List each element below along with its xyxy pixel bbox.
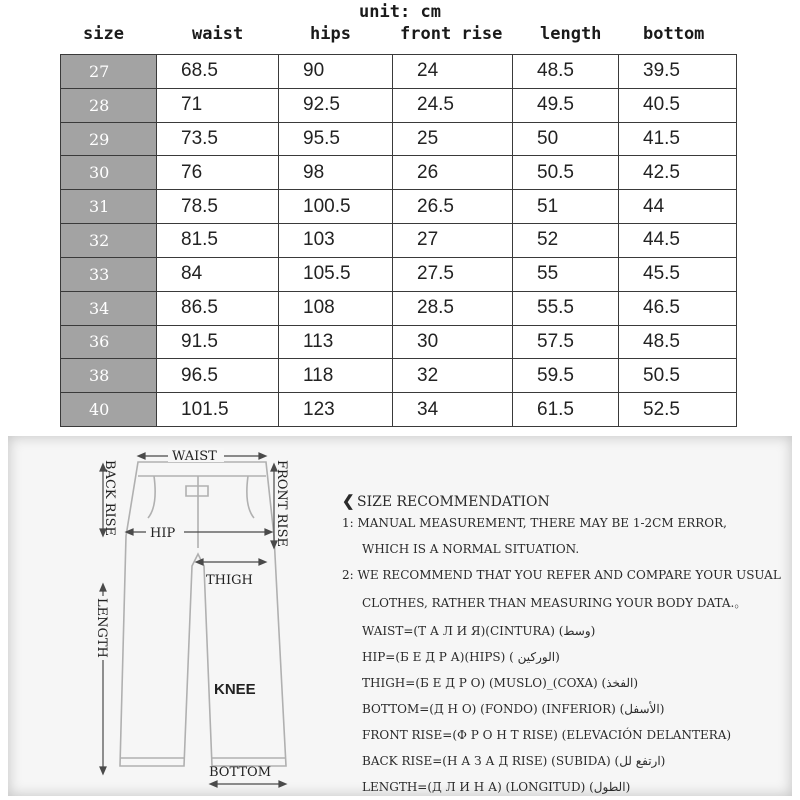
diagram-label-bottom: BOTTOM [209, 765, 272, 780]
measurement-cell: 105.5 [279, 257, 393, 291]
translation-hip: HIP=(Б Е Д Р А)(HIPS) ( الوركين) [362, 650, 560, 664]
recommendation-title [342, 492, 550, 510]
header-front-rise: front rise [400, 24, 503, 44]
size-chart-table [60, 54, 737, 427]
measurement-cell: 30 [393, 325, 513, 359]
recommendation-line: WHICH IS A NORMAL SITUATION. [362, 542, 580, 556]
measurement-cell: 59.5 [513, 359, 619, 393]
measurement-cell: 41.5 [619, 122, 737, 156]
table-row [61, 325, 737, 359]
table-row [61, 156, 737, 190]
measurement-cell: 50 [513, 122, 619, 156]
table-row [61, 122, 737, 156]
table-row [61, 257, 737, 291]
measurement-cell: 101.5 [157, 393, 279, 427]
pants-diagram [8, 436, 338, 796]
size-cell: 28 [61, 88, 157, 122]
recommendation-title-text: SIZE RECOMMENDATION [357, 494, 550, 510]
size-cell: 32 [61, 224, 157, 258]
diagram-label-length: LENGTH [94, 598, 109, 658]
measurement-cell: 103 [279, 224, 393, 258]
size-recommendation-panel [8, 436, 792, 796]
measurement-cell: 118 [279, 359, 393, 393]
size-cell: 40 [61, 393, 157, 427]
header-size: size [83, 24, 124, 44]
measurement-cell: 68.5 [157, 55, 279, 89]
measurement-cell: 71 [157, 88, 279, 122]
measurement-cell: 48.5 [513, 55, 619, 89]
measurement-cell: 48.5 [619, 325, 737, 359]
measurement-cell: 52 [513, 224, 619, 258]
measurement-cell: 24.5 [393, 88, 513, 122]
measurement-cell: 26 [393, 156, 513, 190]
table-row [61, 190, 737, 224]
diagram-label-front-rise: FRONT RISE [274, 460, 289, 547]
table-header [60, 24, 735, 52]
measurement-cell: 52.5 [619, 393, 737, 427]
size-cell: 29 [61, 122, 157, 156]
measurement-cell: 76 [157, 156, 279, 190]
table-row [61, 55, 737, 89]
translation-bottom: BOTTOM=(Д Н О) (FONDO) (INFERIOR) (الأسفل) [362, 702, 665, 716]
measurement-cell: 44.5 [619, 224, 737, 258]
diagram-label-knee: KNEE [214, 681, 256, 698]
measurement-cell: 50.5 [619, 359, 737, 393]
diagram-label-hip: HIP [150, 526, 176, 541]
measurement-cell: 61.5 [513, 393, 619, 427]
measurement-cell: 27 [393, 224, 513, 258]
header-waist: waist [192, 24, 244, 44]
table-row [61, 393, 737, 427]
translation-length: LENGTH=(Д Л И Н А) (LONGITUD) (الطول) [362, 780, 631, 794]
measurement-cell: 34 [393, 393, 513, 427]
measurement-cell: 81.5 [157, 224, 279, 258]
translation-thigh: THIGH=(Б Е Д Р О) (MUSLO)_(COXA) (الفخذ) [362, 676, 639, 690]
measurement-cell: 92.5 [279, 88, 393, 122]
size-cell: 31 [61, 190, 157, 224]
unit-label: unit: cm [359, 2, 441, 22]
size-cell: 30 [61, 156, 157, 190]
measurement-cell: 57.5 [513, 325, 619, 359]
measurement-cell: 39.5 [619, 55, 737, 89]
measurement-cell: 78.5 [157, 190, 279, 224]
measurement-cell: 32 [393, 359, 513, 393]
measurement-cell: 86.5 [157, 291, 279, 325]
measurement-cell: 49.5 [513, 88, 619, 122]
size-cell: 34 [61, 291, 157, 325]
measurement-cell: 24 [393, 55, 513, 89]
measurement-cell: 26.5 [393, 190, 513, 224]
chevron-left-icon: ❮ [342, 492, 355, 510]
measurement-cell: 113 [279, 325, 393, 359]
measurement-cell: 95.5 [279, 122, 393, 156]
measurement-cell: 98 [279, 156, 393, 190]
diagram-label-thigh: THIGH [206, 573, 253, 588]
recommendation-line: 2: WE RECOMMEND THAT YOU REFER AND COMPARE YOUR USUAL [342, 568, 781, 582]
measurement-cell: 100.5 [279, 190, 393, 224]
measurement-cell: 91.5 [157, 325, 279, 359]
size-cell: 38 [61, 359, 157, 393]
size-cell: 27 [61, 55, 157, 89]
table-row [61, 224, 737, 258]
measurement-cell: 51 [513, 190, 619, 224]
measurement-cell: 73.5 [157, 122, 279, 156]
header-bottom: bottom [643, 24, 705, 44]
measurement-cell: 50.5 [513, 156, 619, 190]
diagram-label-waist: WAIST [172, 449, 217, 464]
size-cell: 36 [61, 325, 157, 359]
header-hips: hips [310, 24, 351, 44]
recommendation-line: CLOTHES, RATHER THAN MEASURING YOUR BODY DATA.。 [362, 596, 747, 610]
measurement-cell: 108 [279, 291, 393, 325]
measurement-cell: 84 [157, 257, 279, 291]
recommendation-line: 1: MANUAL MEASUREMENT, THERE MAY BE 1-2CM ERROR, [342, 516, 727, 530]
measurement-cell: 46.5 [619, 291, 737, 325]
measurement-cell: 96.5 [157, 359, 279, 393]
translation-front-rise: FRONT RISE=(Ф Р О Н Т RISE) (ELEVACIÓN DELANTERA) [362, 728, 732, 742]
table-row [61, 291, 737, 325]
measurement-cell: 44 [619, 190, 737, 224]
diagram-label-back-rise: BACK RISE [102, 460, 117, 537]
measurement-cell: 27.5 [393, 257, 513, 291]
table-row [61, 88, 737, 122]
translation-waist: WAIST=(Т А Л И Я)(CINTURA) (وسط) [362, 624, 596, 638]
measurement-cell: 90 [279, 55, 393, 89]
table-row [61, 359, 737, 393]
measurement-cell: 123 [279, 393, 393, 427]
measurement-cell: 25 [393, 122, 513, 156]
size-cell: 33 [61, 257, 157, 291]
measurement-cell: 40.5 [619, 88, 737, 122]
measurement-cell: 55 [513, 257, 619, 291]
measurement-cell: 28.5 [393, 291, 513, 325]
translation-back-rise: BACK RISE=(Н А З А Д RISE) (SUBIDA) (ارتفع لل) [362, 754, 666, 768]
measurement-cell: 45.5 [619, 257, 737, 291]
measurement-cell: 42.5 [619, 156, 737, 190]
measurement-cell: 55.5 [513, 291, 619, 325]
header-length: length [540, 24, 602, 44]
